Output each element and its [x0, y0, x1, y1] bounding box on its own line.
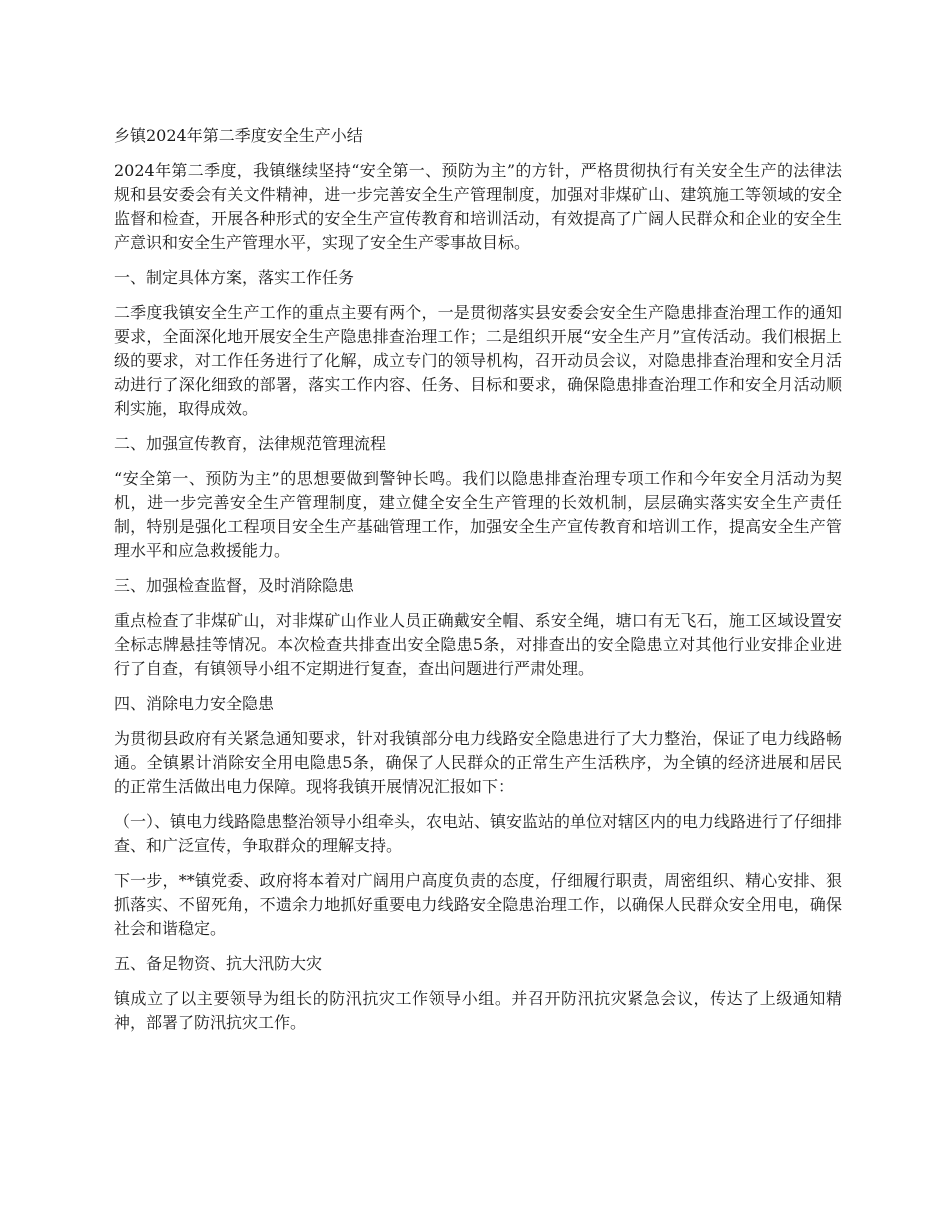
- section-2-paragraph-1: “安全第一、预防为主”的思想要做到警钟长鸣。我们以隐患排查治理专项工作和今年安全月活动为契机，进一步完善安全生产管理制度，建立健全安全生产管理的长效机制，层层确实落实安全生产责任制，特别是强化工程项目安全生产基础管理工作，加强安全生产宣传教育和培训工作，提高安全生产管理水平和应急救援能力。: [114, 469, 842, 560]
- section-4-paragraph-3: 下一步，**镇党委、政府将本着对广阔用户高度负责的态度，仔细履行职责，周密组织、精心安排、狠抓落实、不留死角，不遗余力地抓好重要电力线路安全隐患治理工作，以确保人民群众安全用电，确保社会和谐稳定。: [114, 871, 842, 938]
- document-page: [114, 124, 842, 1046]
- document-title: 乡镇2024年第二季度安全生产小结: [114, 126, 363, 145]
- section-4-paragraph-2: （一）、镇电力线路隐患整治领导小组牵头，农电站、镇安监站的单位对辖区内的电力线路进行了仔细排查、和广泛宣传，争取群众的理解支持。: [114, 812, 843, 855]
- section-3-paragraph-1: 重点检查了非煤矿山，对非煤矿山作业人员正确戴安全帽、系安全绳，塘口有无飞石，施工区域设置安全标志牌悬挂等情况。本次检查共排查出安全隐患5条，对排查出的安全隐患立对其他行业安排企业进行了自查，有镇领导小组不定期进行复查，查出问题进行严肃处理。: [114, 611, 842, 678]
- intro-paragraph: 2024年第二季度，我镇继续坚持“安全第一、预防为主”的方针，严格贯彻执行有关安全生产的法律法规和县安委会有关文件精神，进一步完善安全生产管理制度，加强对非煤矿山、建筑施工等领域的安全监督和检查，开展各种形式的安全生产宣传教育和培训活动，有效提高了广阔人民群众和企业的安全生产意识和安全生产管理水平，实现了安全生产零事故目标。: [114, 161, 842, 252]
- section-1-heading: 一、制定具体方案，落实工作任务: [114, 268, 355, 287]
- section-5-heading: 五、备足物资、抗大汛防大灾: [114, 954, 323, 973]
- section-1-paragraph-1: 二季度我镇安全生产工作的重点主要有两个，一是贯彻落实县安委会安全生产隐患排查治理工作的通知要求，全面深化地开展安全生产隐患排查治理工作；二是组织开展“安全生产月”宣传活动。我们根据上级的要求，对工作任务进行了化解，成立专门的领导机构，召开动员会议，对隐患排查治理和安全月活动进行了深化细致的部署，落实工作内容、任务、目标和要求，确保隐患排查治理工作和安全月活动顺利实施，取得成效。: [114, 303, 842, 418]
- section-4-paragraph-1: 为贯彻县政府有关紧急通知要求，针对我镇部分电力线路安全隐患进行了大力整治，保证了电力线路畅通。全镇累计消除安全用电隐患5条，确保了人民群众的正常生产生活秩序，为全镇的经济进展和居民的正常生活做出电力保障。现将我镇开展情况汇报如下：: [114, 729, 842, 796]
- section-5-paragraph-1: 镇成立了以主要领导为组长的防汛抗灾工作领导小组。并召开防汛抗灾紧急会议，传达了上级通知精神，部署了防汛抗灾工作。: [114, 989, 842, 1032]
- section-4-heading: 四、消除电力安全隐患: [114, 694, 275, 713]
- section-2-heading: 二、加强宣传教育，法律规范管理流程: [114, 434, 387, 453]
- section-3-heading: 三、加强检查监督，及时消除隐患: [114, 576, 355, 595]
